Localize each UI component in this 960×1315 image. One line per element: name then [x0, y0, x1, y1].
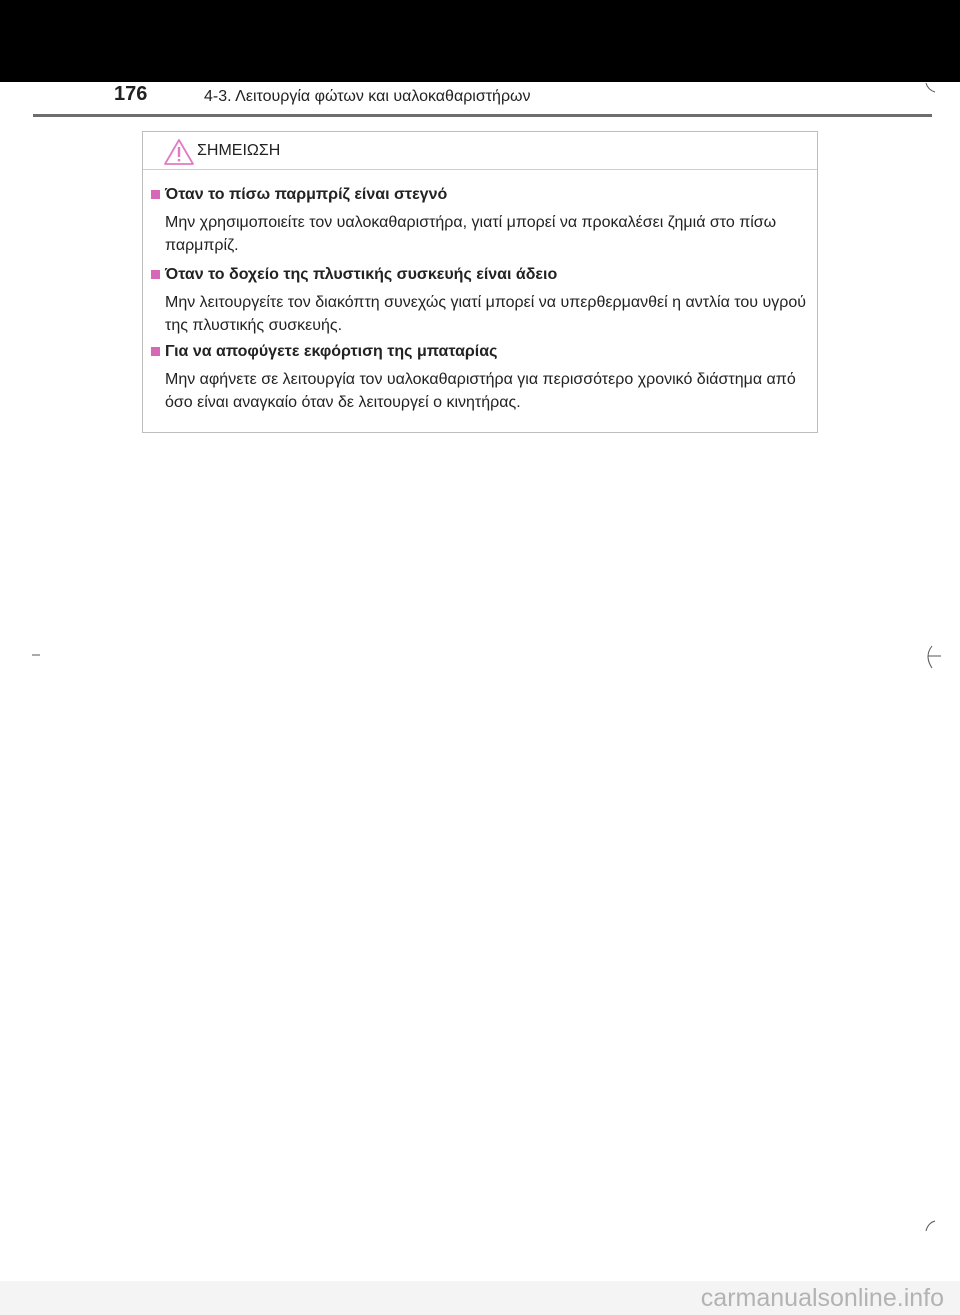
top-black-band: [0, 0, 960, 82]
crop-mark-bottom-right: [924, 1219, 938, 1233]
square-bullet-icon: [151, 270, 160, 279]
notice-item: [151, 342, 811, 414]
site-watermark: carmanualsonline.info: [0, 1281, 960, 1315]
crop-mark-top-right: [924, 82, 938, 94]
notice-item-title: Όταν το δοχείο της πλυστικής συσκευής είναι άδειο: [151, 265, 811, 285]
notice-item: [151, 185, 811, 257]
page-number: 176: [114, 83, 148, 105]
notice-box: [142, 131, 818, 433]
notice-header: [143, 132, 817, 170]
notice-heading: ΣΗΜΕΙΩΣΗ: [197, 142, 281, 159]
notice-item-title: Όταν το πίσω παρμπρίζ είναι στεγνό: [151, 185, 811, 205]
section-title: 4-3. Λειτουργία φώτων και υαλοκαθαριστήρων: [204, 88, 531, 105]
crop-mark-right: [918, 644, 942, 670]
notice-item-body: Μην λειτουργείτε τον διακόπτη συνεχώς γιατί μπορεί να υπερθερμανθεί η αντλία του υγρού της πλυστικής συσκευής.: [165, 294, 806, 334]
crop-mark-left: [30, 652, 42, 658]
header-divider: [33, 114, 932, 117]
notice-item-body: Μην χρησιμοποιείτε τον υαλοκαθαριστήρα, γιατί μπορεί να προκαλέσει ζημιά στο πίσω παρμπρίζ.: [165, 214, 777, 254]
square-bullet-icon: [151, 190, 160, 199]
warning-triangle-icon: [163, 138, 195, 166]
square-bullet-icon: [151, 347, 160, 356]
notice-item-body: Μην αφήνετε σε λειτουργία τον υαλοκαθαριστήρα για περισσότερο χρονικό διάστημα από όσο είναι αναγκαίο όταν δε λειτουργεί ο κινητήρας.: [165, 371, 796, 411]
notice-item-title: Για να αποφύγετε εκφόρτιση της μπαταρίας: [151, 342, 811, 362]
notice-item: [151, 265, 811, 337]
